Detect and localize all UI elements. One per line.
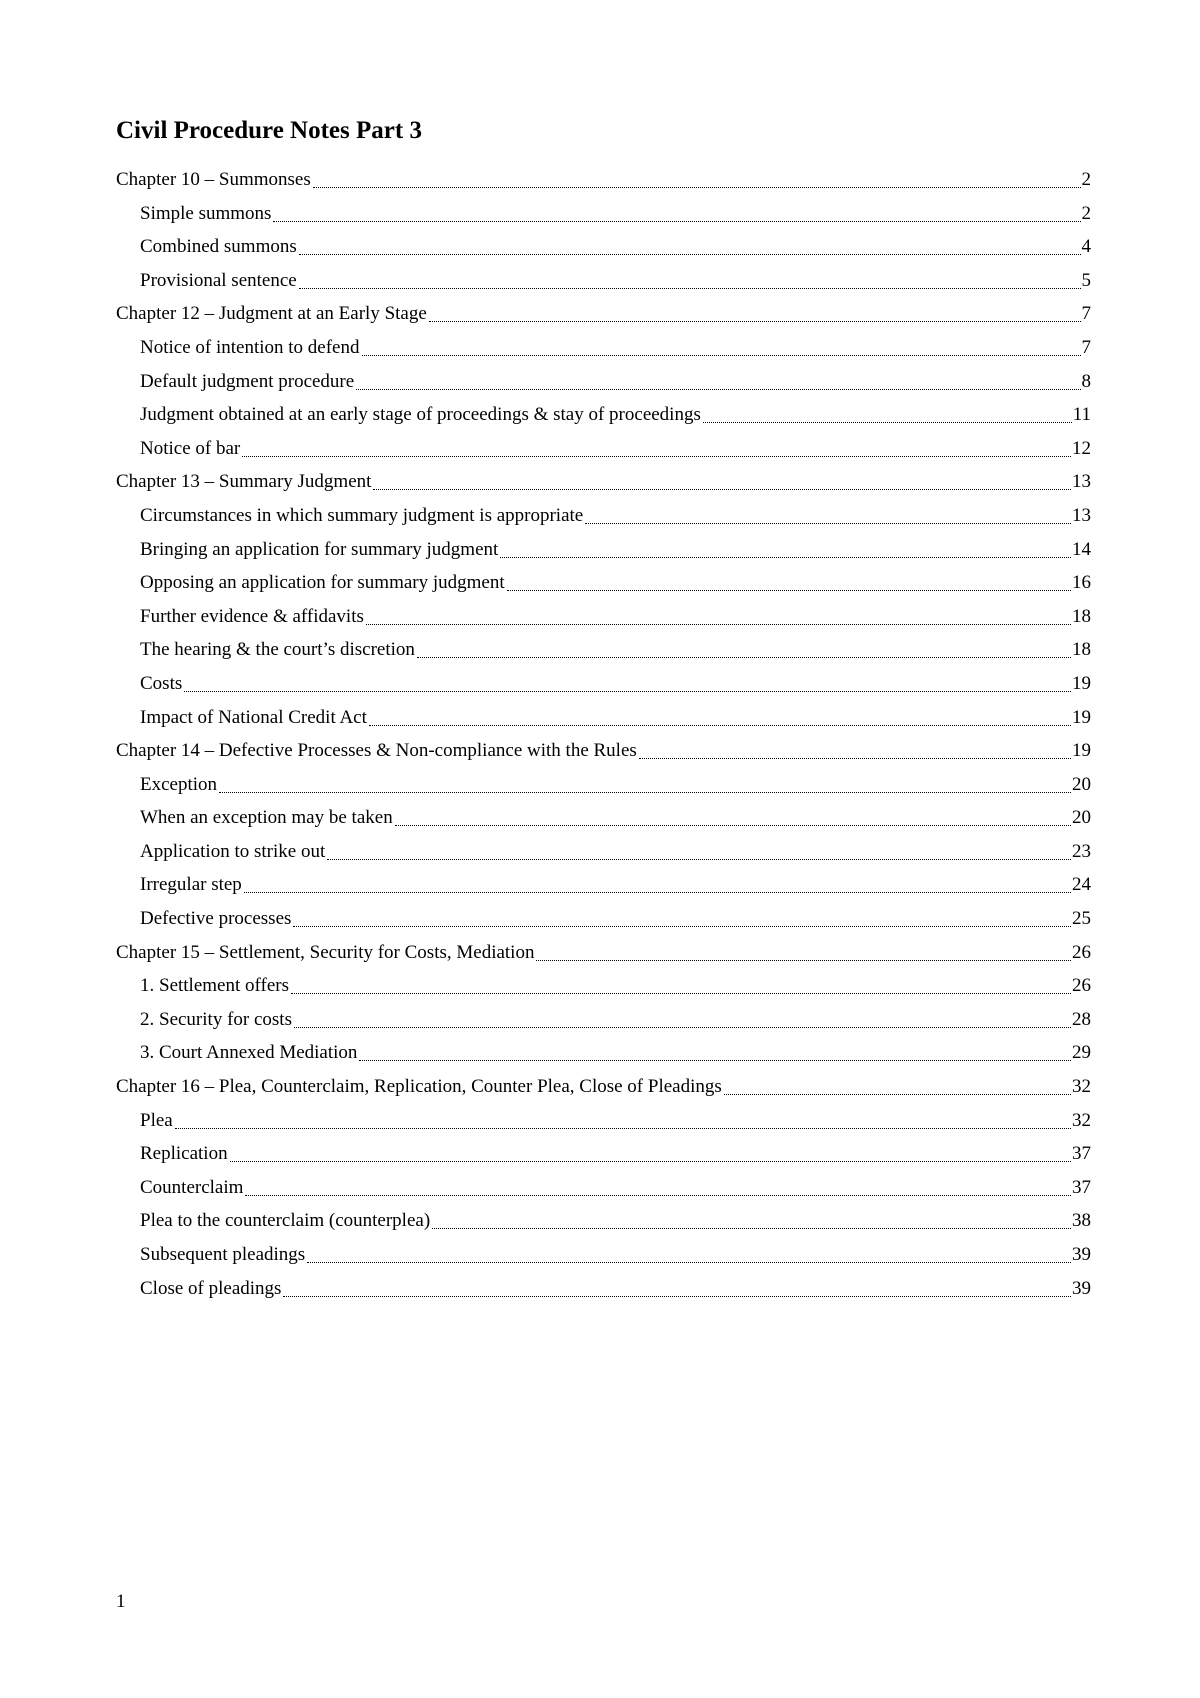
toc-entry-page-number: 25 — [1072, 908, 1091, 930]
toc-entry-page-number: 7 — [1081, 303, 1091, 325]
toc-entry-label: 2. Security for costs — [140, 1008, 292, 1030]
dot-leader — [366, 600, 1071, 625]
toc-section-entry[interactable] — [116, 533, 1091, 567]
dot-leader — [307, 1238, 1071, 1263]
toc-entry-page-number: 13 — [1072, 471, 1091, 493]
toc-section-entry[interactable] — [116, 1204, 1091, 1238]
toc-chapter-entry[interactable] — [116, 1070, 1091, 1104]
toc-entry-label: Chapter 10 – Summonses — [116, 169, 311, 190]
toc-entry-page-number: 23 — [1072, 840, 1091, 862]
toc-entry-label: Chapter 16 – Plea, Counterclaim, Replication, Counter Plea, Close of Pleadings — [116, 1076, 722, 1098]
toc-entry-label: Costs — [140, 672, 183, 694]
toc-section-entry[interactable] — [116, 600, 1091, 634]
toc-entry-page-number: 16 — [1072, 572, 1091, 594]
toc-entry-label: Judgment obtained at an early stage of proceedings & stay of proceedings — [140, 404, 701, 426]
dot-leader — [369, 701, 1071, 726]
dot-leader — [293, 902, 1071, 927]
toc-entry-label: Exception — [140, 773, 218, 795]
toc-entry-page-number: 37 — [1072, 1176, 1091, 1198]
dot-leader — [507, 566, 1071, 591]
dot-leader — [294, 1003, 1071, 1028]
toc-entry-label: Default judgment procedure — [140, 370, 355, 392]
toc-section-entry[interactable] — [116, 230, 1091, 264]
toc-entry-page-number: 26 — [1072, 941, 1091, 963]
toc-entry-page-number: 19 — [1072, 740, 1091, 762]
toc-entry-page-number: 13 — [1072, 504, 1091, 526]
toc-section-entry[interactable] — [116, 868, 1091, 902]
toc-entry-page-number: 28 — [1072, 1008, 1091, 1030]
toc-entry-label: The hearing & the court’s discretion — [140, 639, 415, 661]
toc-entry-page-number: 32 — [1072, 1109, 1091, 1131]
toc-entry-page-number: 37 — [1072, 1143, 1091, 1165]
toc-section-entry[interactable] — [116, 1003, 1091, 1037]
toc-entry-label: Plea — [140, 1109, 173, 1131]
document-title: Civil Procedure Notes Part 3 — [116, 117, 422, 144]
page-number: 1 — [116, 1591, 126, 1612]
toc-entry-label: Combined summons — [140, 236, 297, 258]
dot-leader — [327, 835, 1071, 860]
toc-entry-page-number: 24 — [1072, 874, 1091, 896]
toc-entry-page-number: 20 — [1072, 807, 1091, 829]
table-of-contents — [116, 163, 1091, 1305]
toc-section-entry[interactable] — [116, 1137, 1091, 1171]
dot-leader — [313, 163, 1081, 188]
toc-entry-page-number: 19 — [1072, 706, 1091, 728]
toc-entry-page-number: 11 — [1072, 404, 1091, 426]
dot-leader — [242, 432, 1071, 457]
dot-leader — [362, 331, 1081, 356]
toc-entry-label: Counterclaim — [140, 1176, 244, 1198]
toc-entry-page-number: 19 — [1072, 672, 1091, 694]
toc-entry-label: Chapter 12 – Judgment at an Early Stage — [116, 303, 427, 325]
dot-leader — [244, 868, 1071, 893]
dot-leader — [273, 197, 1080, 222]
toc-section-entry[interactable] — [116, 432, 1091, 466]
toc-entry-page-number: 5 — [1081, 269, 1091, 291]
toc-entry-label: Defective processes — [140, 908, 292, 930]
toc-section-entry[interactable] — [116, 197, 1091, 231]
toc-entry-label: Provisional sentence — [140, 269, 297, 291]
dot-leader — [356, 365, 1080, 390]
dot-leader — [395, 801, 1071, 826]
dot-leader — [536, 936, 1071, 961]
dot-leader — [703, 398, 1072, 423]
toc-entry-page-number: 2 — [1081, 169, 1091, 190]
toc-entry-label: Chapter 15 – Settlement, Security for Costs, Mediation — [116, 941, 535, 963]
toc-entry-label: Replication — [140, 1143, 228, 1165]
dot-leader — [299, 230, 1081, 255]
toc-section-entry[interactable] — [116, 1171, 1091, 1205]
toc-chapter-entry[interactable] — [116, 465, 1091, 499]
toc-section-entry[interactable] — [116, 969, 1091, 1003]
toc-chapter-entry[interactable] — [116, 163, 1091, 197]
dot-leader — [184, 667, 1071, 692]
toc-section-entry[interactable] — [116, 902, 1091, 936]
dot-leader — [359, 1036, 1071, 1061]
dot-leader — [639, 734, 1071, 759]
toc-entry-page-number: 7 — [1081, 336, 1091, 358]
toc-entry-label: Chapter 13 – Summary Judgment — [116, 471, 372, 493]
dot-leader — [291, 969, 1071, 994]
toc-section-entry[interactable] — [116, 835, 1091, 869]
dot-leader — [500, 533, 1071, 558]
toc-entry-page-number: 18 — [1072, 639, 1091, 661]
toc-entry-page-number: 18 — [1072, 605, 1091, 627]
toc-section-entry[interactable] — [116, 566, 1091, 600]
toc-section-entry[interactable] — [116, 633, 1091, 667]
toc-section-entry[interactable] — [116, 499, 1091, 533]
toc-section-entry[interactable] — [116, 701, 1091, 735]
toc-section-entry[interactable] — [116, 801, 1091, 835]
toc-entry-label: Close of pleadings — [140, 1277, 282, 1299]
toc-entry-label: Chapter 14 – Defective Processes & Non-compliance with the Rules — [116, 740, 637, 762]
toc-entry-label: Circumstances in which summary judgment is appropriate — [140, 504, 584, 526]
toc-section-entry[interactable] — [116, 331, 1091, 365]
toc-entry-label: Impact of National Credit Act — [140, 706, 367, 728]
toc-entry-label: Notice of intention to defend — [140, 336, 360, 358]
toc-entry-page-number: 2 — [1081, 202, 1091, 224]
toc-section-entry[interactable] — [116, 365, 1091, 399]
toc-entry-label: 3. Court Annexed Mediation — [140, 1042, 358, 1064]
toc-section-entry[interactable] — [116, 1238, 1091, 1272]
toc-entry-label: Irregular step — [140, 874, 242, 896]
toc-entry-page-number: 39 — [1072, 1244, 1091, 1265]
toc-entry-label: Opposing an application for summary judgment — [140, 572, 505, 594]
toc-section-entry[interactable] — [116, 1272, 1091, 1306]
dot-leader — [429, 297, 1081, 322]
toc-entry-page-number: 38 — [1072, 1210, 1091, 1232]
dot-leader — [283, 1272, 1071, 1297]
toc-entry-page-number: 29 — [1072, 1042, 1091, 1064]
toc-section-entry[interactable] — [116, 398, 1091, 432]
toc-section-entry[interactable] — [116, 768, 1091, 802]
toc-entry-page-number: 39 — [1072, 1277, 1091, 1299]
toc-entry-label: Notice of bar — [140, 437, 241, 459]
dot-leader — [175, 1104, 1071, 1129]
dot-leader — [245, 1171, 1071, 1196]
dot-leader — [230, 1137, 1071, 1162]
toc-entry-page-number: 14 — [1072, 538, 1091, 560]
toc-entry-page-number: 8 — [1081, 370, 1091, 392]
toc-chapter-entry[interactable] — [116, 734, 1091, 768]
toc-entry-label: Bringing an application for summary judgment — [140, 538, 499, 560]
dot-leader — [417, 633, 1071, 658]
toc-entry-page-number: 32 — [1072, 1076, 1091, 1098]
toc-section-entry[interactable] — [116, 1104, 1091, 1138]
dot-leader — [585, 499, 1071, 524]
toc-entry-page-number: 4 — [1081, 236, 1091, 258]
toc-entry-page-number: 12 — [1072, 437, 1091, 459]
toc-chapter-entry[interactable] — [116, 297, 1091, 331]
dot-leader — [299, 264, 1081, 289]
toc-entry-label: Simple summons — [140, 202, 272, 224]
toc-entry-label: Plea to the counterclaim (counterplea) — [140, 1210, 431, 1232]
dot-leader — [432, 1204, 1071, 1229]
toc-entry-page-number: 20 — [1072, 773, 1091, 795]
dot-leader — [724, 1070, 1071, 1095]
dot-leader — [219, 768, 1071, 793]
toc-section-entry[interactable] — [116, 1036, 1091, 1070]
toc-entry-label: Further evidence & affidavits — [140, 605, 364, 627]
toc-entry-label: When an exception may be taken — [140, 807, 393, 829]
dot-leader — [373, 465, 1071, 490]
toc-entry-page-number: 26 — [1072, 975, 1091, 997]
toc-chapter-entry[interactable] — [116, 936, 1091, 970]
toc-section-entry[interactable] — [116, 264, 1091, 298]
toc-entry-label: 1. Settlement offers — [140, 975, 289, 997]
toc-entry-label: Subsequent pleadings — [140, 1244, 306, 1265]
toc-section-entry[interactable] — [116, 667, 1091, 701]
toc-entry-label: Application to strike out — [140, 840, 326, 862]
